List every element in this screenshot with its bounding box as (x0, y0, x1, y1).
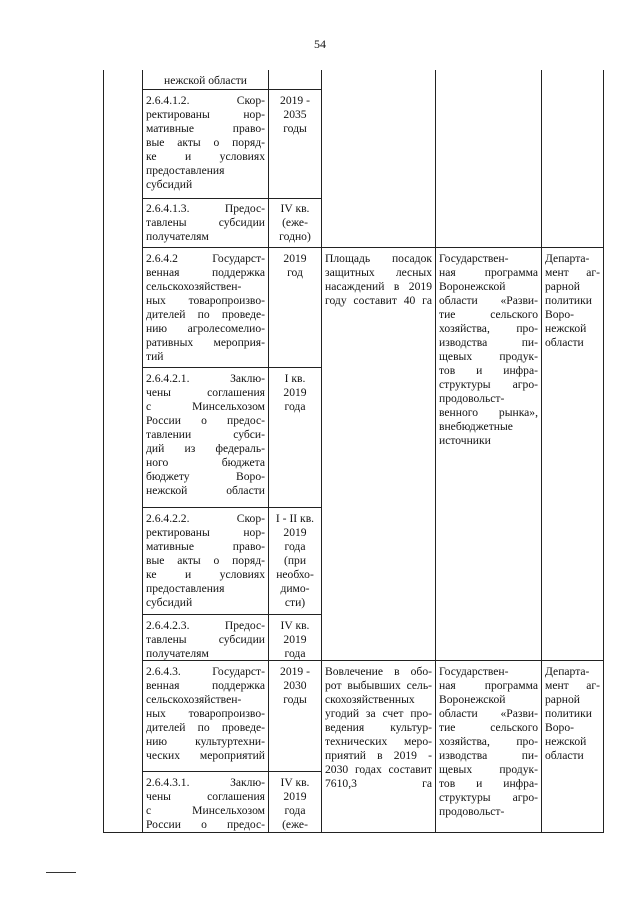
table-cell-result: Вовлечение в обо- рот выбывших сель- скохозяйственных угодий за счет про- ведения культур- технических меро- приятий в 2019 - 2030 годах составит 7610,3 га (325, 665, 432, 790)
table-cell-source: Государствен- ная программа Воронежской области «Разви- тие сельского хозяйства, про- изводства пи- щевых продук- тов и инфра- структуры агро- продовольст- (439, 665, 538, 818)
table-cell-source: Государствен- ная программа Воронежской области «Разви- тие сельского хозяйства, про- изводства пи- щевых продук- тов и инфра- структуры агро- продовольст- венного рынка», внебюджетные источники (439, 252, 538, 447)
footnote-separator (46, 872, 76, 873)
table-cell-measure: 2.6.4.2.3. Предос- тавлены субсидии получателям (146, 619, 265, 660)
table-cell-period: IV кв. 2019 года (еже- (280, 776, 310, 831)
table-cell-period: I - II кв. 2019 года (при необхо- димо- сти) (275, 512, 315, 609)
table-cell-period: 2019 - 2035 годы (280, 94, 310, 135)
table-cell-measure: 2.6.4.2.1. Заклю- чены соглашения с Минсельхозом России о предос- тавлении субси- дий из федераль- ного бюджета бюджету Воро- нежской области (146, 372, 265, 497)
table-cell-result: Площадь посадок защитных лесных насаждений в 2019 году составит 40 га (325, 252, 432, 307)
table-cell-executor: Департа- мент аг- рарной политики Воро- нежской области (545, 252, 600, 349)
table-cell-measure: 2.6.4.1.3. Предос- тавлены субсидии получателям (146, 202, 265, 243)
table-cell-measure: 2.6.4.2.2. Скор- ректированы нор- мативные право- вые акты о поряд- ке и условиях предоставления субсидий (146, 512, 265, 609)
row-line (142, 89, 322, 90)
row-line (142, 198, 322, 199)
table-cell-measure: нежской области (164, 74, 247, 87)
table-cell-period: 2019 год (283, 252, 307, 279)
table-cell-period: IV кв. (еже- годно) (279, 202, 311, 243)
row-line (142, 507, 322, 508)
row-line (142, 367, 322, 368)
table-cell-period (269, 73, 321, 75)
table-cell-period: IV кв. 2019 года (280, 619, 310, 660)
table-cell-measure: 2.6.4.3.1. Заклю- чены соглашения с Минсельхозом России о предос- (146, 776, 265, 831)
table-cell-executor: Департа- мент аг- рарной политики Воро- нежской области (545, 665, 600, 762)
row-line (142, 614, 322, 615)
table-divider-2 (268, 70, 269, 833)
page-number: 54 (314, 37, 326, 51)
table-cell-period: I кв. 2019 года (283, 372, 307, 413)
table-cell-measure: 2.6.4.1.2. Скор- ректированы нор- мативные право- вые акты о поряд- ке и условиях предоставления субсидий (146, 94, 265, 191)
table-border-left (103, 70, 104, 833)
table-border-right (603, 70, 604, 833)
table-cell-measure: 2.6.4.2 Государст- венная поддержка сельскохозяйствен- ных товаропроизво- дителей по проведе- нию агролесомелио- ративных мероприя- тий (146, 252, 265, 363)
row-line (142, 771, 322, 772)
row-line (142, 247, 603, 248)
table-cell-measure: 2.6.4.3. Государст- венная поддержка сельскохозяйствен- ных товаропроизво- дителей по проведе- нию культуртехни- ческих мероприятий (146, 665, 265, 762)
table-cell-period: 2019 - 2030 годы (280, 665, 310, 706)
